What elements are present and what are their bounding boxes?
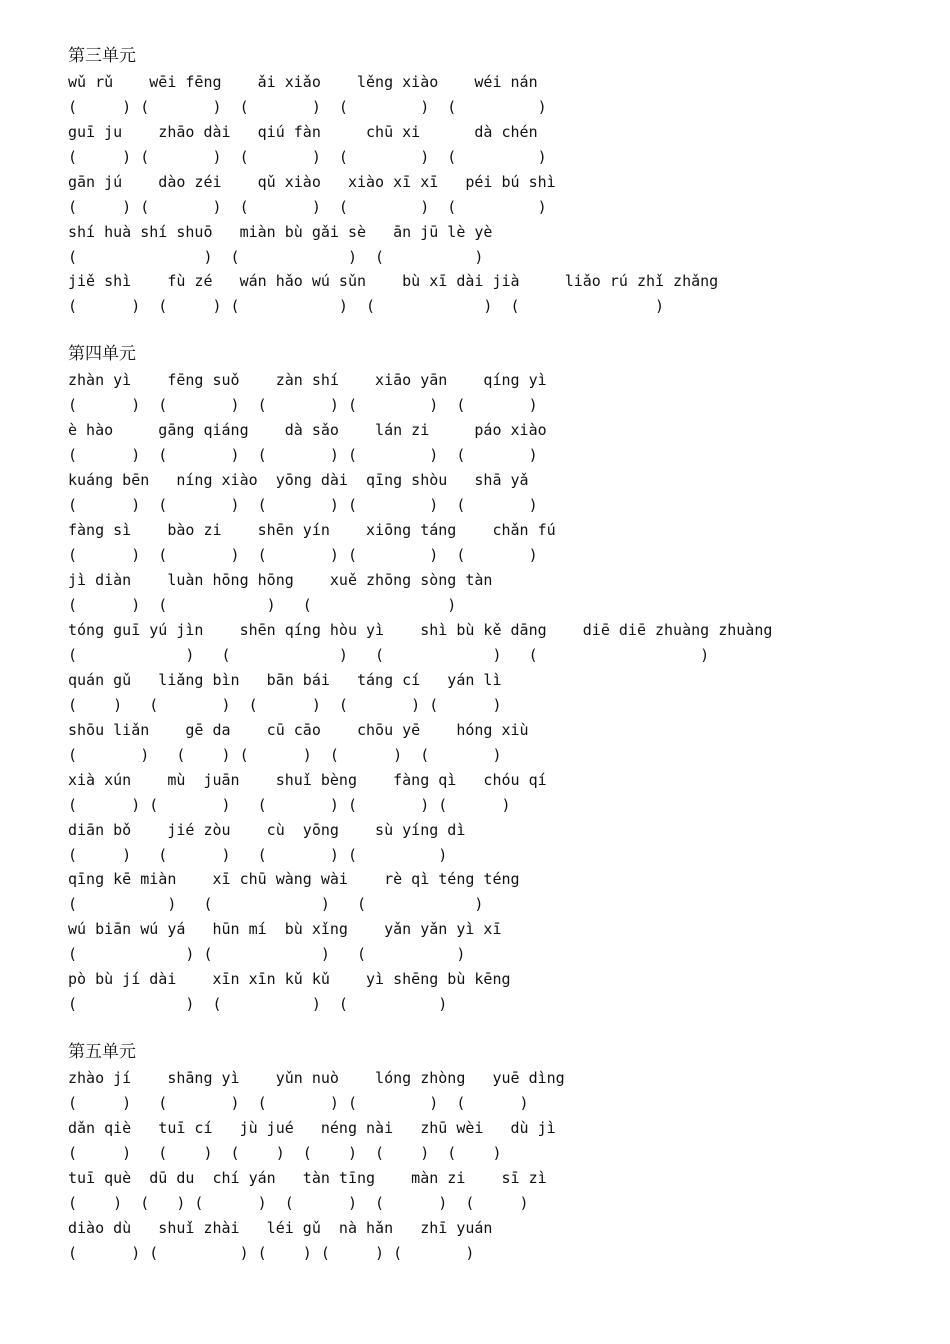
pinyin-line: kuáng bēn níng xiào yōng dài qīng shòu shā yǎ: [68, 471, 529, 489]
pinyin-line: jiě shì fù zé wán hǎo wú sǔn bù xī dài jià liǎo rú zhǐ zhǎng: [68, 272, 719, 290]
pinyin-line: guī ju zhāo dài qiú fàn chū xi dà chén: [68, 123, 538, 141]
answer-blanks-line[interactable]: ( ) ( ) ( ) ( ) ( ): [68, 746, 502, 764]
answer-blanks-line[interactable]: ( ) ( ) ( ) ( ) ( ): [68, 546, 538, 564]
answer-blanks-line[interactable]: ( ) ( ) ( ): [68, 596, 457, 614]
answer-blanks-line[interactable]: ( ) ( ) ( ) ( ) ( ): [68, 396, 538, 414]
answer-blanks-line[interactable]: ( ) ( ) ( ) ( ) ( ): [68, 1094, 529, 1112]
unit-title: 第四单元: [68, 344, 136, 364]
pinyin-line: zhào jí shāng yì yǔn nuò lóng zhòng yuē dìng: [68, 1069, 565, 1087]
answer-blanks-line[interactable]: ( ) ( ) ( ) ( ) ( ): [68, 1244, 475, 1262]
pinyin-line: diān bǒ jié zòu cù yōng sù yíng dì: [68, 821, 466, 839]
answer-blanks-line[interactable]: ( ) ( ) ( ): [68, 995, 448, 1013]
pinyin-line: qīng kē miàn xī chū wàng wài rè qì téng téng: [68, 870, 520, 888]
pinyin-line: wǔ rǔ wēi fēng ǎi xiǎo lěng xiào wéi nán: [68, 73, 538, 91]
answer-blanks-line[interactable]: ( ) ( ) ( ): [68, 895, 484, 913]
pinyin-line: tuī què dū du chí yán tàn tīng màn zi sī zì: [68, 1169, 547, 1187]
answer-blanks-line[interactable]: ( ) ( ) ( ) ( ) ( ): [68, 98, 547, 116]
pinyin-line: diào dù shuǐ zhài léi gǔ nà hǎn zhī yuán: [68, 1219, 493, 1237]
answer-blanks-line[interactable]: ( ) ( ) ( ) ( ) ( ): [68, 198, 547, 216]
pinyin-line: shōu liǎn gē da cū cāo chōu yē hóng xiù: [68, 721, 529, 739]
answer-blanks-line[interactable]: ( ) ( ) ( ): [68, 945, 466, 963]
unit-title: 第三单元: [68, 46, 136, 66]
answer-blanks-line[interactable]: ( ) ( ) ( ) ( ) ( ): [68, 696, 502, 714]
answer-blanks-line[interactable]: ( ) ( ) ( ): [68, 248, 484, 266]
answer-blanks-line[interactable]: ( ) ( ) ( ) ( ) ( ): [68, 148, 547, 166]
unit-title: 第五单元: [68, 1042, 136, 1062]
pinyin-line: fàng sì bào zi shēn yín xiōng táng chǎn fú: [68, 521, 556, 539]
pinyin-line: tóng guī yú jìn shēn qíng hòu yì shì bù kě dāng diē diē zhuàng zhuàng: [68, 621, 773, 639]
pinyin-line: shí huà shí shuō miàn bù gǎi sè ān jū lè yè: [68, 223, 493, 241]
pinyin-line: quán gǔ liǎng bìn bān bái táng cí yán lì: [68, 671, 502, 689]
pinyin-line: gān jú dào zéi qǔ xiào xiào xī xī péi bú shì: [68, 173, 556, 191]
answer-blanks-line[interactable]: ( ) ( ) ( ) ( ): [68, 846, 448, 864]
answer-blanks-line[interactable]: ( ) ( ) ( ) ( ) ( ): [68, 297, 665, 315]
answer-blanks-line[interactable]: ( ) ( ) ( ) ( ) ( ): [68, 796, 511, 814]
pinyin-line: è hào gāng qiáng dà sǎo lán zi páo xiào: [68, 421, 547, 439]
answer-blanks-line[interactable]: ( ) ( ) ( ) ( ) ( ) ( ): [68, 1194, 529, 1212]
pinyin-line: zhàn yì fēng suǒ zàn shí xiāo yān qíng yì: [68, 371, 547, 389]
pinyin-line: dǎn qiè tuī cí jù jué néng nài zhū wèi dù jì: [68, 1119, 556, 1137]
pinyin-line: pò bù jí dài xīn xīn kǔ kǔ yì shēng bù kēng: [68, 970, 511, 988]
answer-blanks-line[interactable]: ( ) ( ) ( ) ( ) ( ): [68, 496, 538, 514]
answer-blanks-line[interactable]: ( ) ( ) ( ) ( ) ( ): [68, 446, 538, 464]
answer-blanks-line[interactable]: ( ) ( ) ( ) ( ): [68, 646, 710, 664]
answer-blanks-line[interactable]: ( ) ( ) ( ) ( ) ( ) ( ): [68, 1144, 502, 1162]
pinyin-line: wú biān wú yá hūn mí bù xǐng yǎn yǎn yì xī: [68, 920, 502, 938]
pinyin-line: xià xún mù juān shuǐ bèng fàng qì chóu qí: [68, 771, 547, 789]
pinyin-line: jì diàn luàn hōng hōng xuě zhōng sòng tàn: [68, 571, 493, 589]
